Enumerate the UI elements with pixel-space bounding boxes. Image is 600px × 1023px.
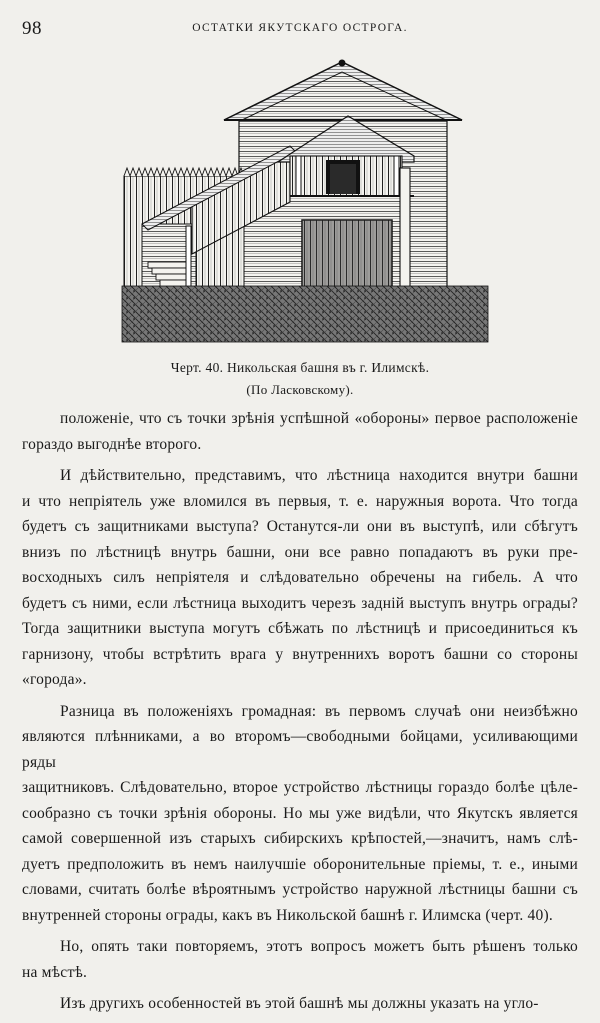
page-number: 98 <box>22 18 42 39</box>
paragraph <box>22 463 578 693</box>
figure-tower-illustration <box>118 56 490 348</box>
text-line: положеніе, что съ точки зрѣнія успѣшной «обороны» первое расположеніе <box>60 410 578 427</box>
body-text <box>22 406 578 1023</box>
paragraph <box>22 699 578 929</box>
text-line: «города». <box>22 671 87 688</box>
text-line: восходныхъ силъ непріятеля и слѣдовательно обречены на гибель. А что <box>22 569 578 586</box>
text-line: самой совершенной изъ старыхъ сибирскихъ крѣпостей,—значитъ, намъ слѣ- <box>22 830 578 847</box>
text-line: Изъ другихъ особенностей въ этой башнѣ мы должны указать на угло- <box>60 995 539 1012</box>
text-line: внизъ по лѣстницѣ внутрь башни, они все равно попадаютъ въ руки пре- <box>22 543 578 561</box>
figure-caption-source: (По Ласковскому). <box>246 382 354 397</box>
text-line: будетъ съ защитниками выступа? Останутся-ли они въ выступѣ, или сбѣгутъ <box>22 518 578 535</box>
figure-caption: Черт. 40. Никольская башня въ г. Илимскѣ. <box>170 360 430 375</box>
text-line: И дѣйствительно, представимъ, что лѣстница находится внутри башни <box>60 467 578 484</box>
text-line: дуетъ предположить въ немъ наилучшіе оборонительные пріемы, т. е., иными <box>22 855 578 873</box>
text-line: Разница въ положеніяхъ громадная: въ первомъ случаѣ они неизбѣжно <box>60 702 578 720</box>
text-line: словами, считать болѣе вѣроятнымъ устройство наружной лѣстницы башни съ <box>22 881 578 898</box>
text-line: и что непріятель уже вломился въ первыя, т. е. наружныя ворота. Что тогда <box>22 492 578 510</box>
text-line: являются плѣнниками, а во второмъ—свободными бойцами, усиливающими ряды <box>22 728 578 771</box>
text-line: будетъ съ ними, если лѣстница выходитъ черезъ задній выступъ внутрь ограды? <box>22 594 578 612</box>
paragraph <box>22 934 578 985</box>
running-title: ОСТАТКИ ЯКУТСКАГО ОСТРОГА. <box>192 22 408 34</box>
paragraph <box>22 406 578 457</box>
page-header <box>0 18 600 42</box>
text-line: гарнизону, чтобы встрѣтить врага у внутреннихъ воротъ башни со стороны <box>22 645 578 663</box>
text-line: внутренней стороны ограды, какъ въ Никольской башнѣ г. Илимска (черт. 40). <box>22 906 553 924</box>
text-line: Тогда защитники выступа могутъ сбѣжать по лѣстницѣ и присоединиться къ <box>22 620 578 637</box>
text-line: сообразно съ точки зрѣнія обороны. Но мы уже видѣли, что Якутскъ является <box>22 804 578 822</box>
paragraph <box>22 991 578 1017</box>
text-line: на мѣстѣ. <box>22 963 88 981</box>
text-line: защитниковъ. Слѣдовательно, второе устройство лѣстницы гораздо болѣе цѣле- <box>22 779 578 796</box>
text-line: гораздо выгоднѣе второго. <box>22 435 202 453</box>
text-line: Но, опять таки повторяемъ, этотъ вопросъ можетъ быть рѣшенъ только <box>60 938 578 955</box>
